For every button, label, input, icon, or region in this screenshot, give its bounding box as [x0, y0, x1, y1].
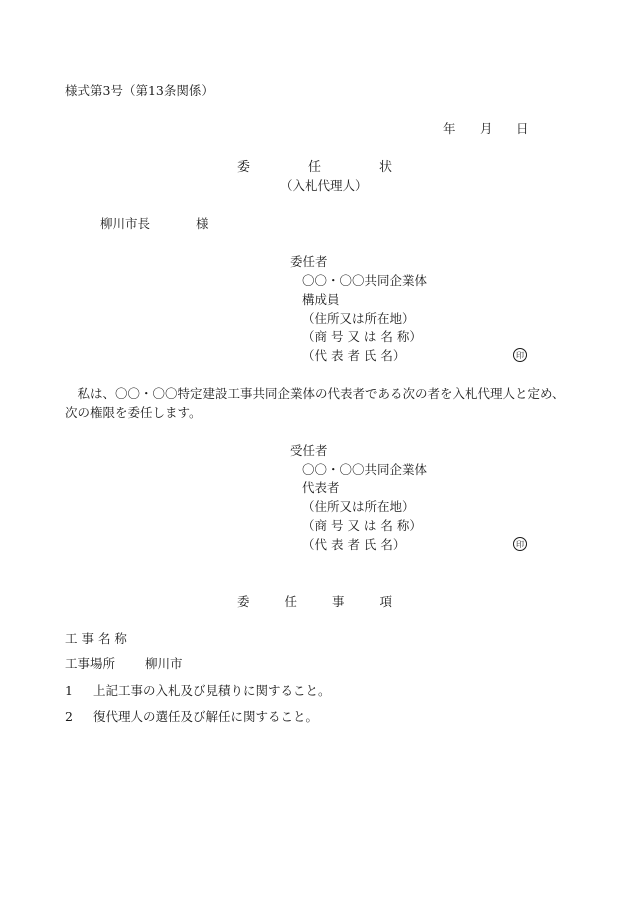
principal-address-label: （住所又は所在地） [302, 311, 415, 326]
agent-representative-label: （代 表 者 氏 名） [302, 537, 406, 552]
document-title [237, 161, 392, 174]
form-number: 様式第3号（第13条関係） [65, 83, 214, 98]
title-char: 任 [307, 160, 321, 175]
project-site-value: 柳川市 [145, 656, 183, 671]
body-text-line-1: 私は、〇〇・〇〇特定建設工事共同企業体の代表者である次の者を入札代理人と定め、 [65, 386, 565, 401]
date-month-label: 月 [480, 121, 493, 136]
matter-item-text: 復代理人の選任及び解任に関すること。 [93, 709, 319, 724]
principal-company-label: （商 号 又 は 名 称） [302, 329, 422, 344]
title-char: 委 [237, 160, 251, 175]
matters-heading [237, 596, 392, 609]
principal-role: 構成員 [302, 292, 340, 307]
date-year-label: 年 [443, 121, 456, 136]
project-name-label: 工 事 名 称 [65, 631, 127, 646]
body-text-line-2: 次の権限を委任します。 [65, 405, 202, 420]
addressee-name: 柳川市長 [100, 216, 151, 231]
title-char: 状 [378, 160, 392, 175]
principal-jv-name: 〇〇・〇〇共同企業体 [302, 273, 428, 288]
principal-seal-mark: 印 [513, 348, 527, 362]
date-day-label: 日 [516, 121, 529, 136]
agent-role: 代表者 [302, 480, 340, 495]
addressee-honorific: 様 [196, 216, 209, 231]
matters-heading-char: 事 [331, 594, 345, 609]
matters-heading-char: 任 [284, 594, 297, 609]
matter-item-text: 上記工事の入札及び見積りに関すること。 [93, 683, 331, 698]
principal-representative-label: （代 表 者 氏 名） [302, 348, 406, 363]
project-site-label: 工事場所 [65, 656, 116, 671]
agent-address-label: （住所又は所在地） [302, 499, 415, 514]
matter-item-number: 1 [65, 683, 73, 698]
matter-item-number: 2 [65, 709, 73, 724]
document-subtitle: （入札代理人） [280, 178, 368, 193]
matters-heading-char: 項 [379, 594, 392, 609]
agent-company-label: （商 号 又 は 名 称） [302, 518, 422, 533]
agent-heading: 受任者 [290, 443, 328, 458]
matters-heading-char: 委 [237, 594, 250, 609]
principal-heading: 委任者 [290, 254, 328, 269]
agent-jv-name: 〇〇・〇〇共同企業体 [302, 462, 428, 477]
agent-seal-mark: 印 [513, 537, 527, 551]
